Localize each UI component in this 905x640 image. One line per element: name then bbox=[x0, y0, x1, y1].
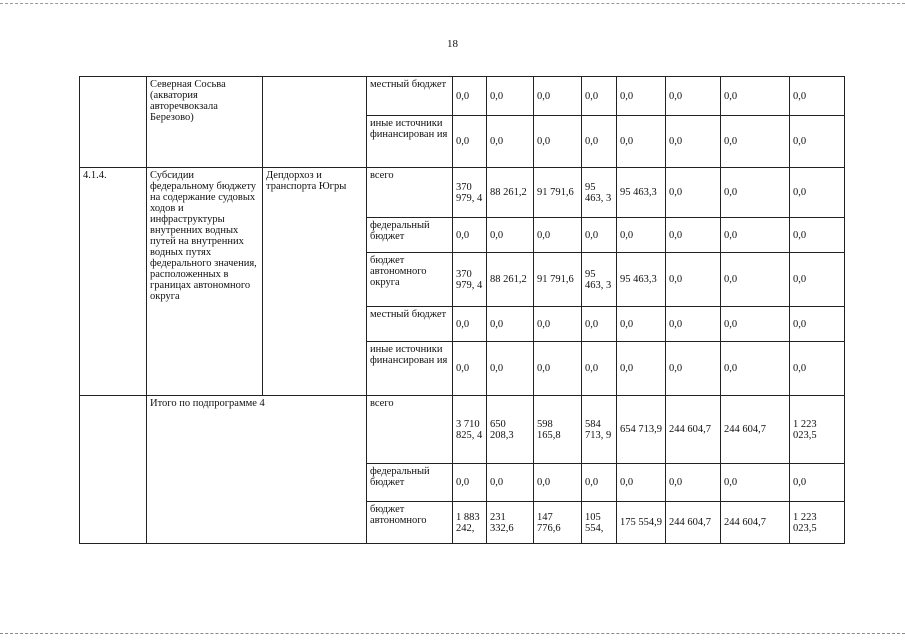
amount-cell: 0,0 bbox=[666, 218, 721, 253]
amount-cell: 91 791,6 bbox=[534, 168, 582, 218]
amount-cell: 370 979, 4 bbox=[453, 168, 487, 218]
amount-cell: 0,0 bbox=[790, 342, 845, 396]
page-number: 18 bbox=[447, 38, 458, 50]
amount-cell: 88 261,2 bbox=[487, 253, 534, 307]
amount-cell: 0,0 bbox=[617, 464, 666, 502]
amount-cell: 0,0 bbox=[534, 342, 582, 396]
amount-cell: 1 223 023,5 bbox=[790, 502, 845, 544]
amount-cell: 95 463, 3 bbox=[582, 168, 617, 218]
funding-source-cell: иные источники финансирован ия bbox=[367, 116, 453, 168]
scan-edge-bottom bbox=[0, 633, 905, 634]
amount-cell: 0,0 bbox=[666, 253, 721, 307]
amount-cell: 0,0 bbox=[534, 464, 582, 502]
amount-cell: 0,0 bbox=[453, 77, 487, 116]
amount-cell: 95 463, 3 bbox=[582, 253, 617, 307]
amount-cell: 0,0 bbox=[487, 77, 534, 116]
amount-cell: 88 261,2 bbox=[487, 168, 534, 218]
amount-cell: 0,0 bbox=[790, 168, 845, 218]
amount-cell: 244 604,7 bbox=[666, 396, 721, 464]
amount-cell: 95 463,3 bbox=[617, 168, 666, 218]
funding-source-cell: иные источники финансирован ия bbox=[367, 342, 453, 396]
amount-cell: 0,0 bbox=[534, 116, 582, 168]
table-row bbox=[80, 396, 845, 464]
amount-cell: 0,0 bbox=[721, 253, 790, 307]
amount-cell: 244 604,7 bbox=[721, 396, 790, 464]
amount-cell: 584 713, 9 bbox=[582, 396, 617, 464]
amount-cell: 0,0 bbox=[790, 307, 845, 342]
amount-cell: 1 883 242, bbox=[453, 502, 487, 544]
budget-table-body bbox=[80, 77, 845, 544]
amount-cell: 0,0 bbox=[666, 307, 721, 342]
amount-cell: 650 208,3 bbox=[487, 396, 534, 464]
amount-cell: 0,0 bbox=[453, 218, 487, 253]
amount-cell: 654 713,9 bbox=[617, 396, 666, 464]
executor-cell bbox=[263, 77, 367, 168]
amount-cell: 0,0 bbox=[790, 116, 845, 168]
measure-name-cell: Северная Сосьва (акватория авторечвокзала Березово) bbox=[147, 77, 263, 168]
funding-source-cell: бюджет автономного bbox=[367, 502, 453, 544]
amount-cell: 1 223 023,5 bbox=[790, 396, 845, 464]
table-row bbox=[80, 77, 845, 116]
amount-cell: 95 463,3 bbox=[617, 253, 666, 307]
amount-cell: 0,0 bbox=[790, 253, 845, 307]
executor-cell: Депдорхоз и транспорта Югры bbox=[263, 168, 367, 396]
amount-cell: 0,0 bbox=[617, 116, 666, 168]
funding-source-cell: бюджет автономного округа bbox=[367, 253, 453, 307]
subtotal-label: Итого по подпрограмме 4 bbox=[147, 396, 367, 544]
amount-cell: 0,0 bbox=[666, 464, 721, 502]
amount-cell: 0,0 bbox=[582, 464, 617, 502]
amount-cell: 0,0 bbox=[721, 116, 790, 168]
amount-cell: 0,0 bbox=[582, 218, 617, 253]
amount-cell: 175 554,9 bbox=[617, 502, 666, 544]
funding-source-cell: федеральный бюджет bbox=[367, 218, 453, 253]
amount-cell: 0,0 bbox=[617, 77, 666, 116]
amount-cell: 0,0 bbox=[790, 218, 845, 253]
amount-cell: 147 776,6 bbox=[534, 502, 582, 544]
amount-cell: 0,0 bbox=[487, 116, 534, 168]
amount-cell: 244 604,7 bbox=[666, 502, 721, 544]
amount-cell: 0,0 bbox=[721, 307, 790, 342]
row-number-cell bbox=[80, 77, 147, 168]
amount-cell: 0,0 bbox=[453, 307, 487, 342]
amount-cell: 0,0 bbox=[666, 168, 721, 218]
amount-cell: 244 604,7 bbox=[721, 502, 790, 544]
amount-cell: 0,0 bbox=[617, 307, 666, 342]
scan-edge-top bbox=[0, 3, 905, 4]
amount-cell: 0,0 bbox=[721, 168, 790, 218]
amount-cell: 231 332,6 bbox=[487, 502, 534, 544]
amount-cell: 0,0 bbox=[534, 307, 582, 342]
amount-cell: 0,0 bbox=[487, 342, 534, 396]
amount-cell: 0,0 bbox=[790, 77, 845, 116]
amount-cell: 0,0 bbox=[721, 218, 790, 253]
amount-cell: 0,0 bbox=[453, 464, 487, 502]
amount-cell: 0,0 bbox=[487, 464, 534, 502]
amount-cell: 0,0 bbox=[790, 464, 845, 502]
amount-cell: 0,0 bbox=[666, 116, 721, 168]
amount-cell: 0,0 bbox=[582, 77, 617, 116]
amount-cell: 0,0 bbox=[453, 116, 487, 168]
funding-source-cell: всего bbox=[367, 168, 453, 218]
amount-cell: 0,0 bbox=[487, 307, 534, 342]
amount-cell: 0,0 bbox=[721, 77, 790, 116]
amount-cell: 0,0 bbox=[582, 307, 617, 342]
amount-cell: 0,0 bbox=[534, 77, 582, 116]
funding-source-cell: всего bbox=[367, 396, 453, 464]
amount-cell: 105 554, bbox=[582, 502, 617, 544]
funding-source-cell: местный бюджет bbox=[367, 307, 453, 342]
amount-cell: 0,0 bbox=[721, 464, 790, 502]
amount-cell: 598 165,8 bbox=[534, 396, 582, 464]
amount-cell: 0,0 bbox=[666, 77, 721, 116]
amount-cell: 0,0 bbox=[453, 342, 487, 396]
amount-cell: 0,0 bbox=[721, 342, 790, 396]
budget-table bbox=[79, 76, 845, 544]
funding-source-cell: федеральный бюджет bbox=[367, 464, 453, 502]
table-row bbox=[80, 168, 845, 218]
row-number-cell bbox=[80, 396, 147, 544]
funding-source-cell: местный бюджет bbox=[367, 77, 453, 116]
amount-cell: 370 979, 4 bbox=[453, 253, 487, 307]
amount-cell: 3 710 825, 4 bbox=[453, 396, 487, 464]
amount-cell: 0,0 bbox=[617, 342, 666, 396]
amount-cell: 0,0 bbox=[617, 218, 666, 253]
amount-cell: 0,0 bbox=[534, 218, 582, 253]
amount-cell: 91 791,6 bbox=[534, 253, 582, 307]
row-number-cell: 4.1.4. bbox=[80, 168, 147, 396]
amount-cell: 0,0 bbox=[582, 342, 617, 396]
amount-cell: 0,0 bbox=[666, 342, 721, 396]
measure-name-cell: Субсидии федеральному бюджету на содержание судовых ходов и инфраструктуры внутренних водных путей на внутренних водных путях федерального значения, расположенных в границах автономного округа bbox=[147, 168, 263, 396]
amount-cell: 0,0 bbox=[487, 218, 534, 253]
amount-cell: 0,0 bbox=[582, 116, 617, 168]
